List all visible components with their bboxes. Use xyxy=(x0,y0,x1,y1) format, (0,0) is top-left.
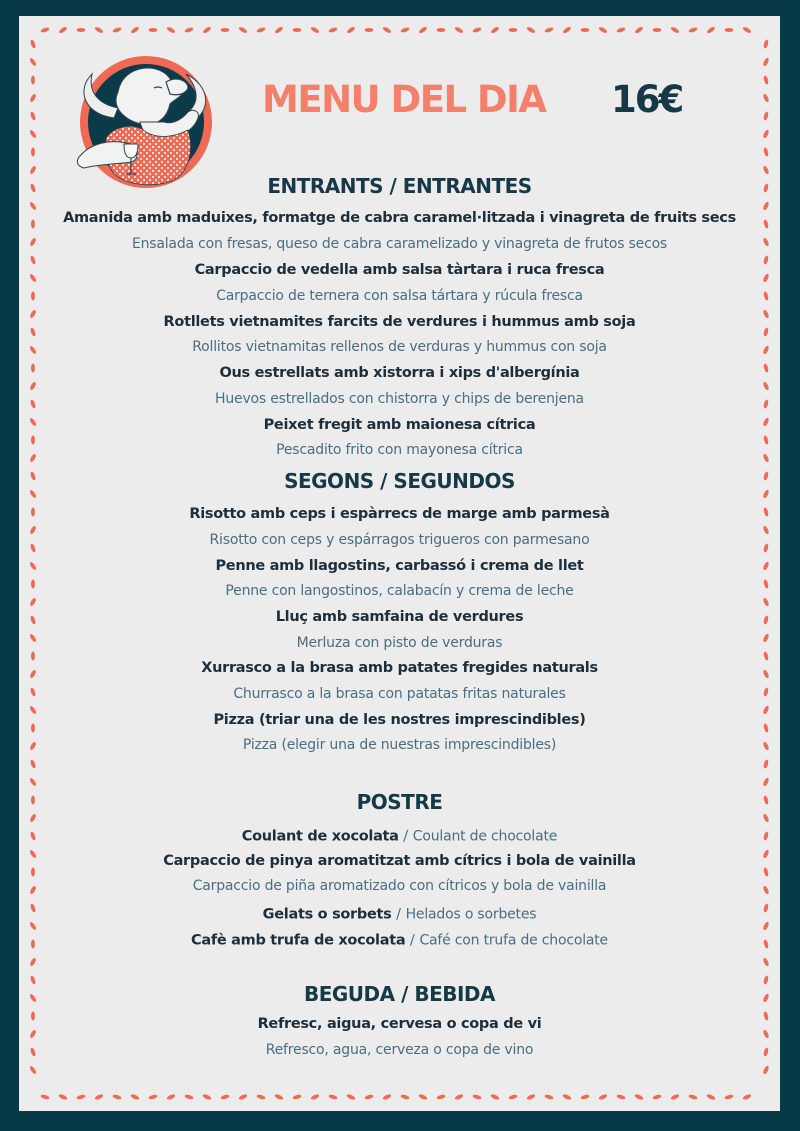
section-heading-segons: SEGONS / SEGUNDOS xyxy=(284,469,515,493)
menu-item-catalan: Coulant de xocolata xyxy=(241,828,399,845)
menu-item-spanish: Helados o sorbetes xyxy=(405,906,537,923)
buffalo-lady-logo xyxy=(70,52,222,192)
menu-item-spanish: Ensalada con fresas, queso de cabra caramelizado y vinagreta de frutos secos xyxy=(131,236,668,252)
menu-item-catalan: Carpaccio de pinya aromatitzat amb cítrics i bola de vainilla xyxy=(163,853,636,869)
menu-item-spanish: Huevos estrellados con chistorra y chips de berenjena xyxy=(215,391,584,407)
menu-item-bilingual xyxy=(19,826,780,845)
section-heading-beguda: BEGUDA / BEBIDA xyxy=(303,982,496,1006)
language-separator: / xyxy=(391,906,406,923)
menu-item-catalan: Gelats o sorbets xyxy=(262,906,392,923)
menu-price: 16€ xyxy=(611,78,683,121)
page-title: MENU DEL DIA xyxy=(262,78,546,121)
menu-item-catalan: Peixet fregit amb maionesa cítrica xyxy=(263,417,536,433)
menu-item-catalan: Cafè amb trufa de xocolata xyxy=(191,932,406,949)
menu-item-catalan: Amanida amb maduixes, formatge de cabra caramel·litzada i vinagreta de fruits secs xyxy=(63,210,736,226)
menu-item-catalan: Carpaccio de vedella amb salsa tàrtara i ruca fresca xyxy=(194,262,605,278)
menu-item-spanish: Churrasco a la brasa con patatas fritas naturales xyxy=(233,686,566,702)
section-heading-postre: POSTRE xyxy=(356,790,443,814)
menu-item-catalan: Refresc, aigua, cervesa o copa de vi xyxy=(257,1016,542,1032)
menu-item-spanish: Rollitos vietnamitas rellenos de verduras y hummus con soja xyxy=(192,339,607,355)
menu-item-catalan: Penne amb llagostins, carbassó i crema de llet xyxy=(215,558,584,574)
menu-item-catalan: Ous estrellats amb xistorra i xips d'albergínia xyxy=(219,365,580,381)
menu-item-catalan: Risotto amb ceps i espàrrecs de marge amb parmesà xyxy=(189,506,610,522)
menu-item-catalan: Pizza (triar una de les nostres imprescindibles) xyxy=(213,712,586,728)
menu-item-bilingual xyxy=(19,930,780,949)
menu-item-catalan: Lluç amb samfaina de verdures xyxy=(275,609,524,625)
menu-item-spanish: Pizza (elegir una de nuestras imprescindibles) xyxy=(242,737,557,753)
section-heading-entrants: ENTRANTS / ENTRANTES xyxy=(267,174,532,198)
menu-item-catalan: Rotllets vietnamites farcits de verdures i hummus amb soja xyxy=(163,314,636,330)
menu-item-spanish: Penne con langostinos, calabacín y crema de leche xyxy=(225,583,574,599)
menu-item-spanish: Pescadito frito con mayonesa cítrica xyxy=(276,442,523,458)
menu-item-spanish: Risotto con ceps y espárragos trigueros con parmesano xyxy=(209,532,590,548)
menu-item-spanish: Café con trufa de chocolate xyxy=(419,932,608,949)
menu-item-spanish: Carpaccio de piña aromatizado con cítricos y bola de vainilla xyxy=(192,878,607,894)
language-separator: / xyxy=(398,828,413,845)
menu-item-catalan: Xurrasco a la brasa amb patates fregides naturals xyxy=(201,660,598,676)
menu-item-spanish: Coulant de chocolate xyxy=(412,828,558,845)
menu-item-spanish: Refresco, agua, cerveza o copa de vino xyxy=(265,1042,534,1058)
language-separator: / xyxy=(405,932,420,949)
menu-item-spanish: Carpaccio de ternera con salsa tártara y rúcula fresca xyxy=(216,288,583,304)
menu-item-spanish: Merluza con pisto de verduras xyxy=(296,635,503,651)
menu-item-bilingual xyxy=(19,904,780,923)
